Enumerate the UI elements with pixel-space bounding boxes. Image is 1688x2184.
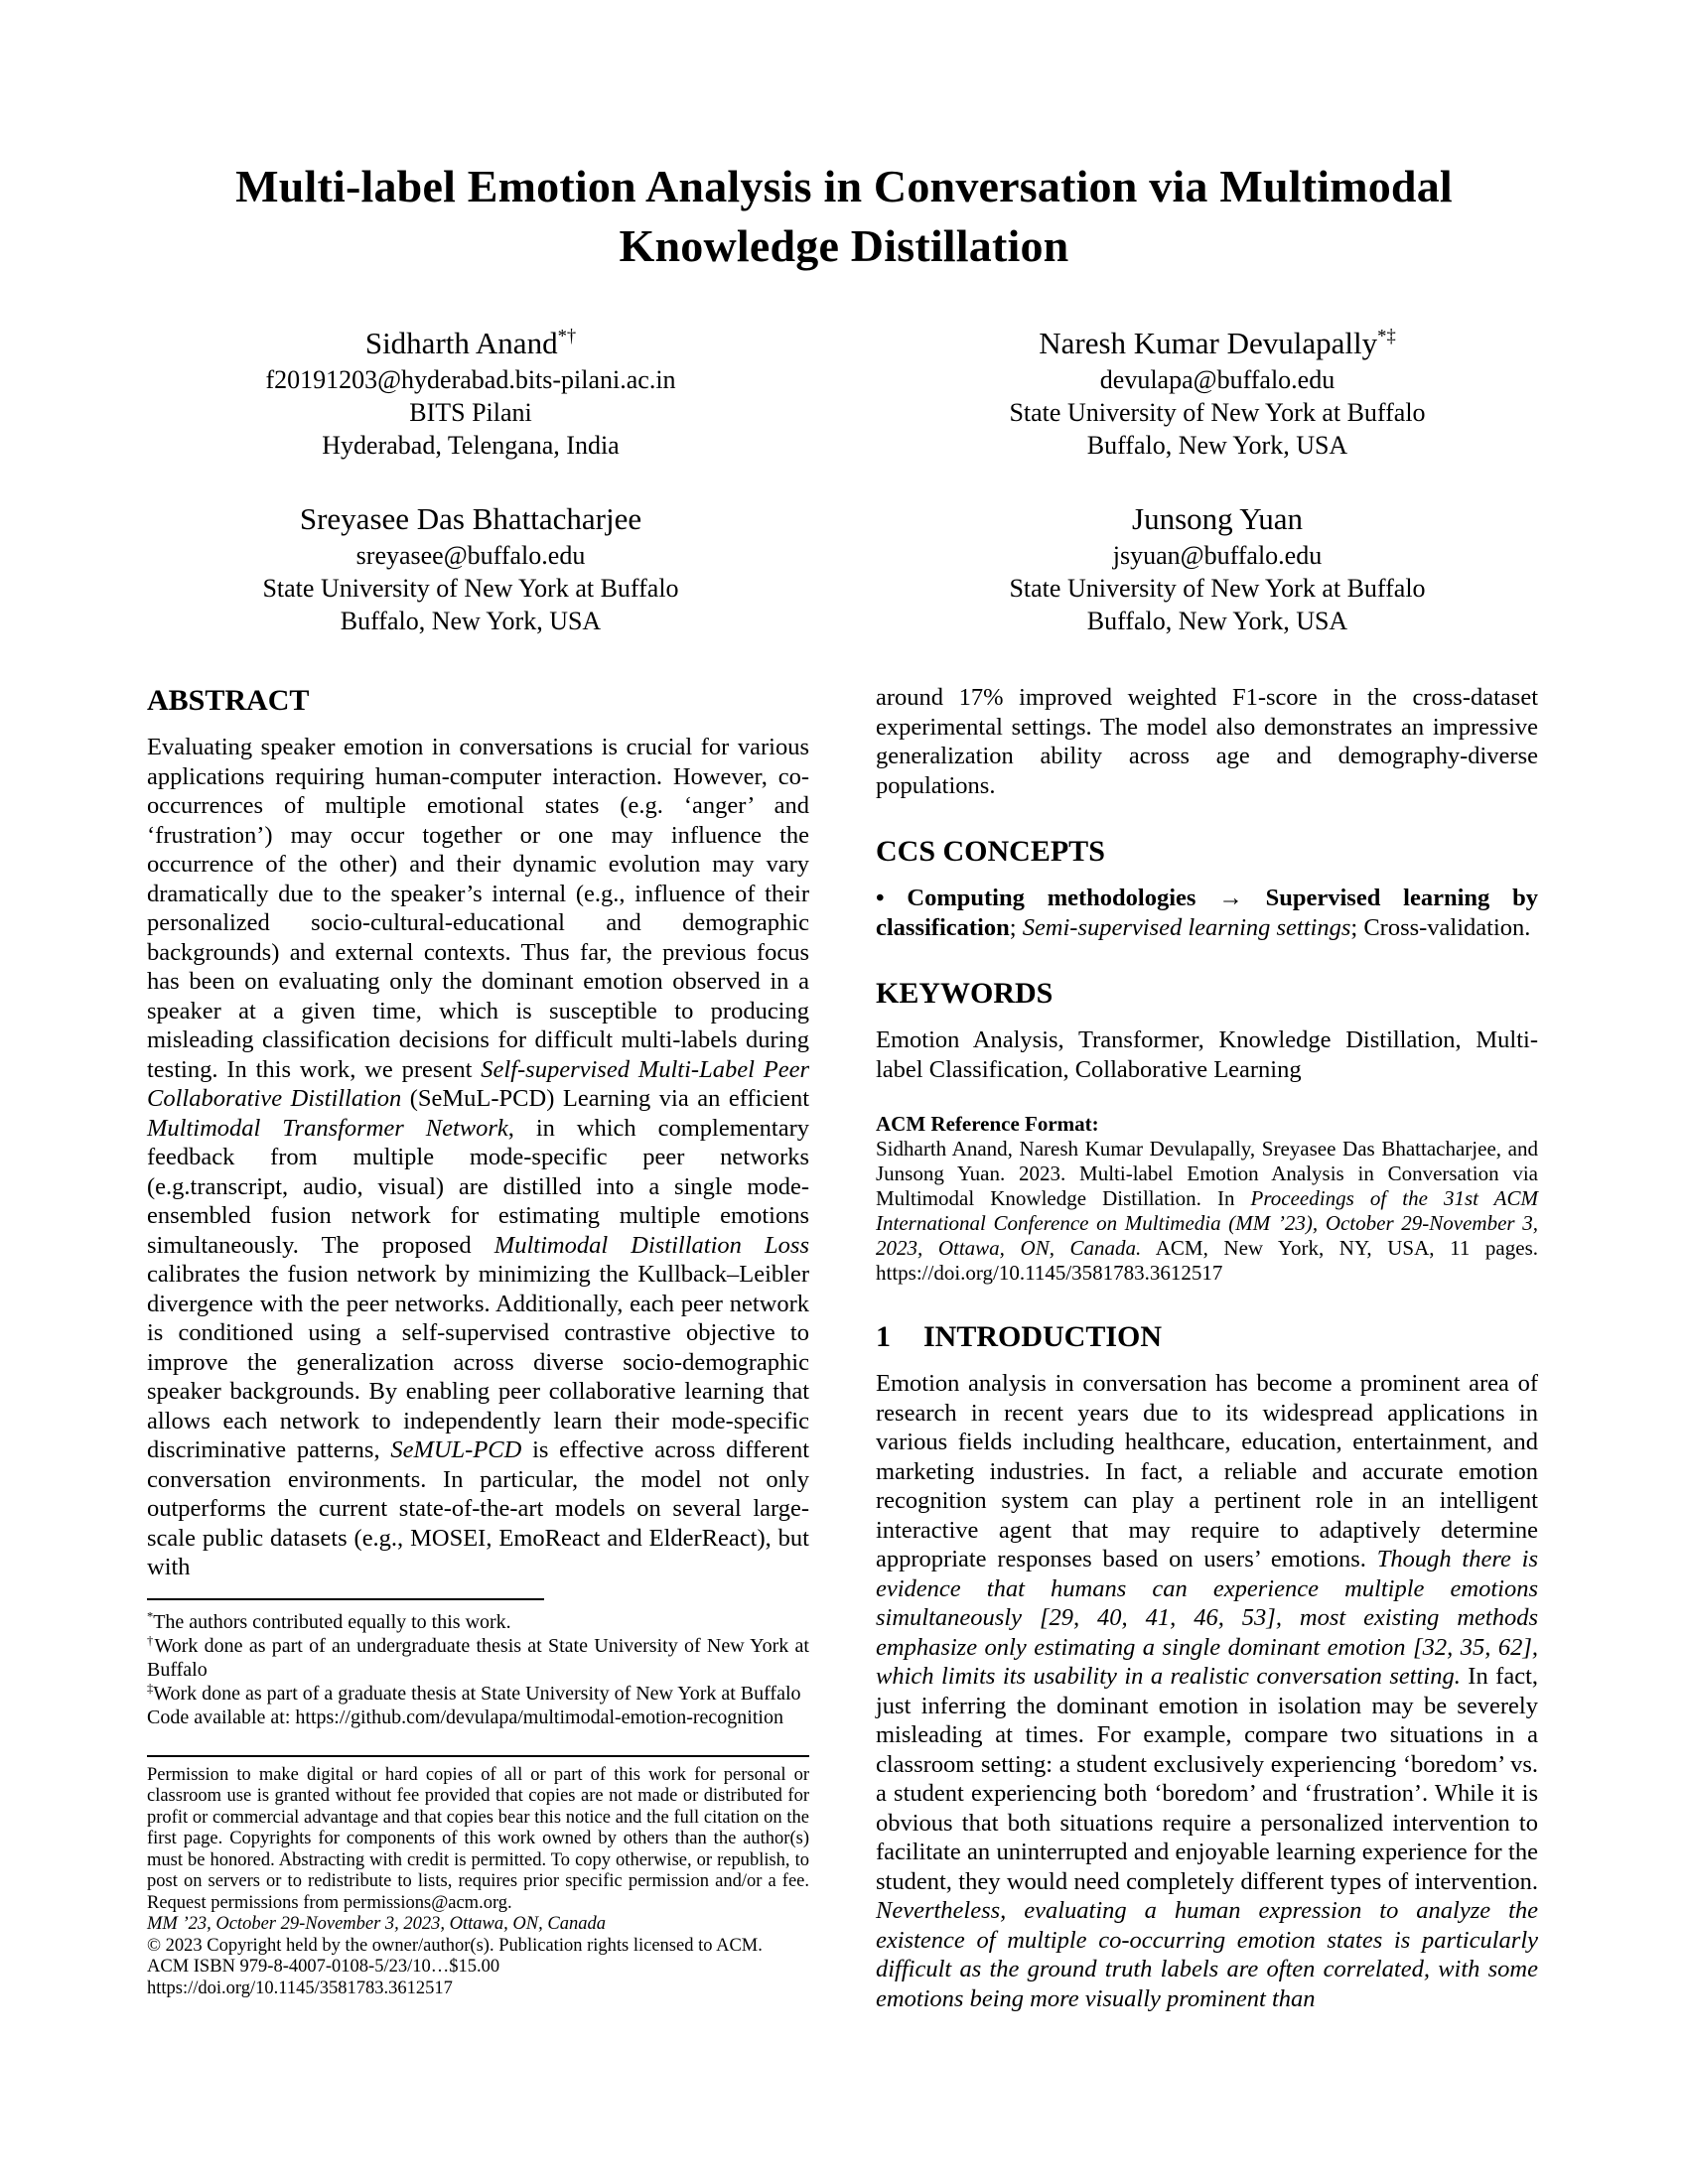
author-block [97, 324, 844, 462]
right-column [876, 683, 1538, 2013]
ccs-concepts-text: • Computing methodologies → Supervised learning by classification; Semi-supervised learning settings; Cross-validation. [876, 885, 1538, 941]
author-location: Buffalo, New York, USA [340, 607, 602, 635]
abstract-continuation-text: around 17% improved weighted F1-score in the cross-dataset experimental settings. The model also demonstrates an impressive generalization ability across age and demography-diverse populations. [876, 684, 1538, 799]
keywords-heading: KEYWORDS [876, 977, 1054, 1010]
abstract-text: Evaluating speaker emotion in conversations is crucial for various applications requiring human-computer interaction. However, co-occurrences of multiple emotional states (e.g. ‘anger’ and ‘frustration’) may occur together or one may influence the occurrence of the other) and their dynamic evolution may vary dramatically due to the speaker’s internal (e.g., influence of their personalized socio-cultural-educational and demographic backgrounds) and external contexts. Thus far, the previous focus has been on evaluating only the dominant emotion observed in a speaker at a given time, which is susceptible to producing misleading classification decisions for difficult multi-labels during testing. In this work, we present Self-supervised Multi-Label Peer Collaborative Distillation (SeMuL-PCD) Learning via an efficient Multimodal Transformer Network, in which complementary feedback from multiple mode-specific peer networks (e.g.transcript, audio, visual) are distilled into a single mode-ensembled fusion network for estimating multiple emotions simultaneously. The proposed Multimodal Distillation Loss calibrates the fusion network by minimizing the Kullback–Leibler divergence with the peer networks. Additionally, each peer network is conditioned using a self-supervised contrastive objective to improve the generalization across diverse socio-demographic speaker backgrounds. By enabling peer collaborative learning that allows each network to independently learn their mode-specific discriminative patterns, SeMUL-PCD is effective across different conversation environments. In particular, the model not only outperforms the current state-of-the-art models on several large-scale public datasets (e.g., MOSEI, EmoReact and ElderReact), but with [147, 734, 810, 1580]
footnote-graduate-thesis: ‡Work done as part of a graduate thesis at State University of New York at Buffalo [147, 1680, 801, 1705]
permission-copyright-line: © 2023 Copyright held by the owner/author(s). Publication rights licensed to ACM. [147, 1935, 763, 1956]
author-name [844, 324, 1591, 363]
ccs-concepts-heading: CCS CONCEPTS [876, 835, 1105, 868]
permission-doi-link[interactable]: https://doi.org/10.1145/3581783.3612517 [147, 1978, 453, 1998]
author-name [844, 499, 1591, 539]
introduction-text: Emotion analysis in conversation has become a prominent area of research in recent years due to its widespread applications in various fields including healthcare, education, entertainment, and marketing industries. In fact, a reliable and accurate emotion recognition system can play a pertinent role in an intelligent interactive agent that may require to adaptively determine appropriate responses based on users’ emotions. Though there is evidence that humans can experience multiple emotions simultaneously [29, 40, 41, 46, 53], most existing methods emphasize only estimating a single dominant emotion [32, 35, 62], which limits its usability in a realistic conversation setting. In fact, just inferring the dominant emotion in isolation may be severely misleading at times. For example, compare two situations in a classroom setting: a student exclusively experiencing ‘boredom’ vs. a student experiencing both ‘boredom’ and ‘frustration’. While it is obvious that both situations require a personalized intervention to facilitate an uninterrupted and enjoyable learning experience for the student, they would need completely different types of intervention. Nevertheless, evaluating a human expression to analyze the existence of multiple co-occurring emotion states is particularly difficult as the ground truth labels are often correlated, with some emotions being more visually prominent than [876, 1370, 1538, 2012]
acm-reference-heading: ACM Reference Format: [876, 1112, 1099, 1136]
section-number: 1 [876, 1320, 891, 1353]
author-affiliation: State University of New York at Buffalo [262, 574, 679, 603]
author-name-text: Junsong Yuan [1132, 501, 1303, 536]
footnote-rule [147, 1598, 544, 1600]
author-affiliation: State University of New York at Buffalo [1009, 398, 1426, 427]
paper-title: Multi-label Emotion Analysis in Conversation via Multimodal Knowledge Distillation [235, 161, 1453, 271]
footnote-undergraduate-thesis: †Work done as part of an undergraduate thesis at State University of New York at Buffalo [147, 1632, 809, 1681]
keywords-text: Emotion Analysis, Transformer, Knowledge Distillation, Multi-label Classification, Collaborative Learning [876, 1026, 1538, 1083]
author-location: Hyderabad, Telengana, India [322, 431, 620, 460]
footnote-area [147, 1598, 809, 1729]
author-footnote-marker: *‡ [1377, 326, 1396, 347]
author-location: Buffalo, New York, USA [1086, 431, 1348, 460]
author-email[interactable]: devulapa@buffalo.edu [1099, 365, 1336, 394]
permission-isbn-line: ACM ISBN 979-8-4007-0108-5/23/10…$15.00 [147, 1957, 500, 1977]
author-email[interactable]: jsyuan@buffalo.edu [1112, 541, 1323, 570]
permission-block [147, 1755, 809, 2000]
section-title: INTRODUCTION [923, 1320, 1163, 1353]
author-name-text: Sidharth Anand [364, 326, 558, 360]
footnote-code-link[interactable]: Code available at: https://github.com/devulapa/multimodal-emotion-recognition [147, 1706, 783, 1728]
introduction-heading [876, 1319, 1538, 1355]
permission-text: Permission to make digital or hard copies of all or part of this work for personal or classroom use is granted without fee provided that copies are not made or distributed for profit or commercial advantage and that copies bear this notice and the full citation on the first page. Copyrights for components of this work owned by others than the author(s) must be honored. Abstracting with credit is permitted. To copy otherwise, or republish, to post on servers or to redistribute to lists, requires prior specific permission and/or a fee. Request permissions from permissions@acm.org. [147, 1764, 809, 1913]
author-footnote-marker: *† [557, 326, 577, 347]
author-affiliation: BITS Pilani [409, 398, 532, 427]
author-name-text: Naresh Kumar Devulapally [1039, 326, 1378, 360]
author-name [97, 499, 844, 539]
acm-reference-text: Sidharth Anand, Naresh Kumar Devulapally, Sreyasee Das Bhattacharjee, and Junsong Yuan. 2023. Multi-label Emotion Analysis in Conversation via Multimodal Knowledge Distillation. In Proceedings of the 31st ACM International Conference on Multimedia (MM ’23), October 29-November 3, 2023, Ottawa, ON, Canada. ACM, New York, NY, USA, 11 pages. https://doi.org/10.1145/3581783.3612517 [876, 1137, 1539, 1285]
permission-conference-line: MM ’23, October 29-November 3, 2023, Ottawa, ON, Canada [147, 1914, 606, 1934]
author-name-text: Sreyasee Das Bhattacharjee [299, 501, 642, 536]
author-location: Buffalo, New York, USA [1086, 607, 1348, 635]
two-column-body [147, 683, 1541, 2013]
author-email[interactable]: sreyasee@buffalo.edu [355, 541, 586, 570]
permission-rule [147, 1755, 809, 1757]
footnote-equal-contribution: *The authors contributed equally to this work. [147, 1608, 511, 1633]
author-affiliation: State University of New York at Buffalo [1009, 574, 1426, 603]
acm-reference-block [876, 1112, 1538, 1286]
author-email[interactable]: f20191203@hyderabad.bits-pilani.ac.in [265, 365, 676, 394]
author-block [97, 499, 844, 637]
author-block [844, 499, 1591, 637]
author-block [844, 324, 1591, 462]
authors-block [97, 324, 1591, 637]
left-column [147, 683, 809, 2013]
abstract-heading: ABSTRACT [147, 684, 310, 717]
author-name [97, 324, 844, 363]
